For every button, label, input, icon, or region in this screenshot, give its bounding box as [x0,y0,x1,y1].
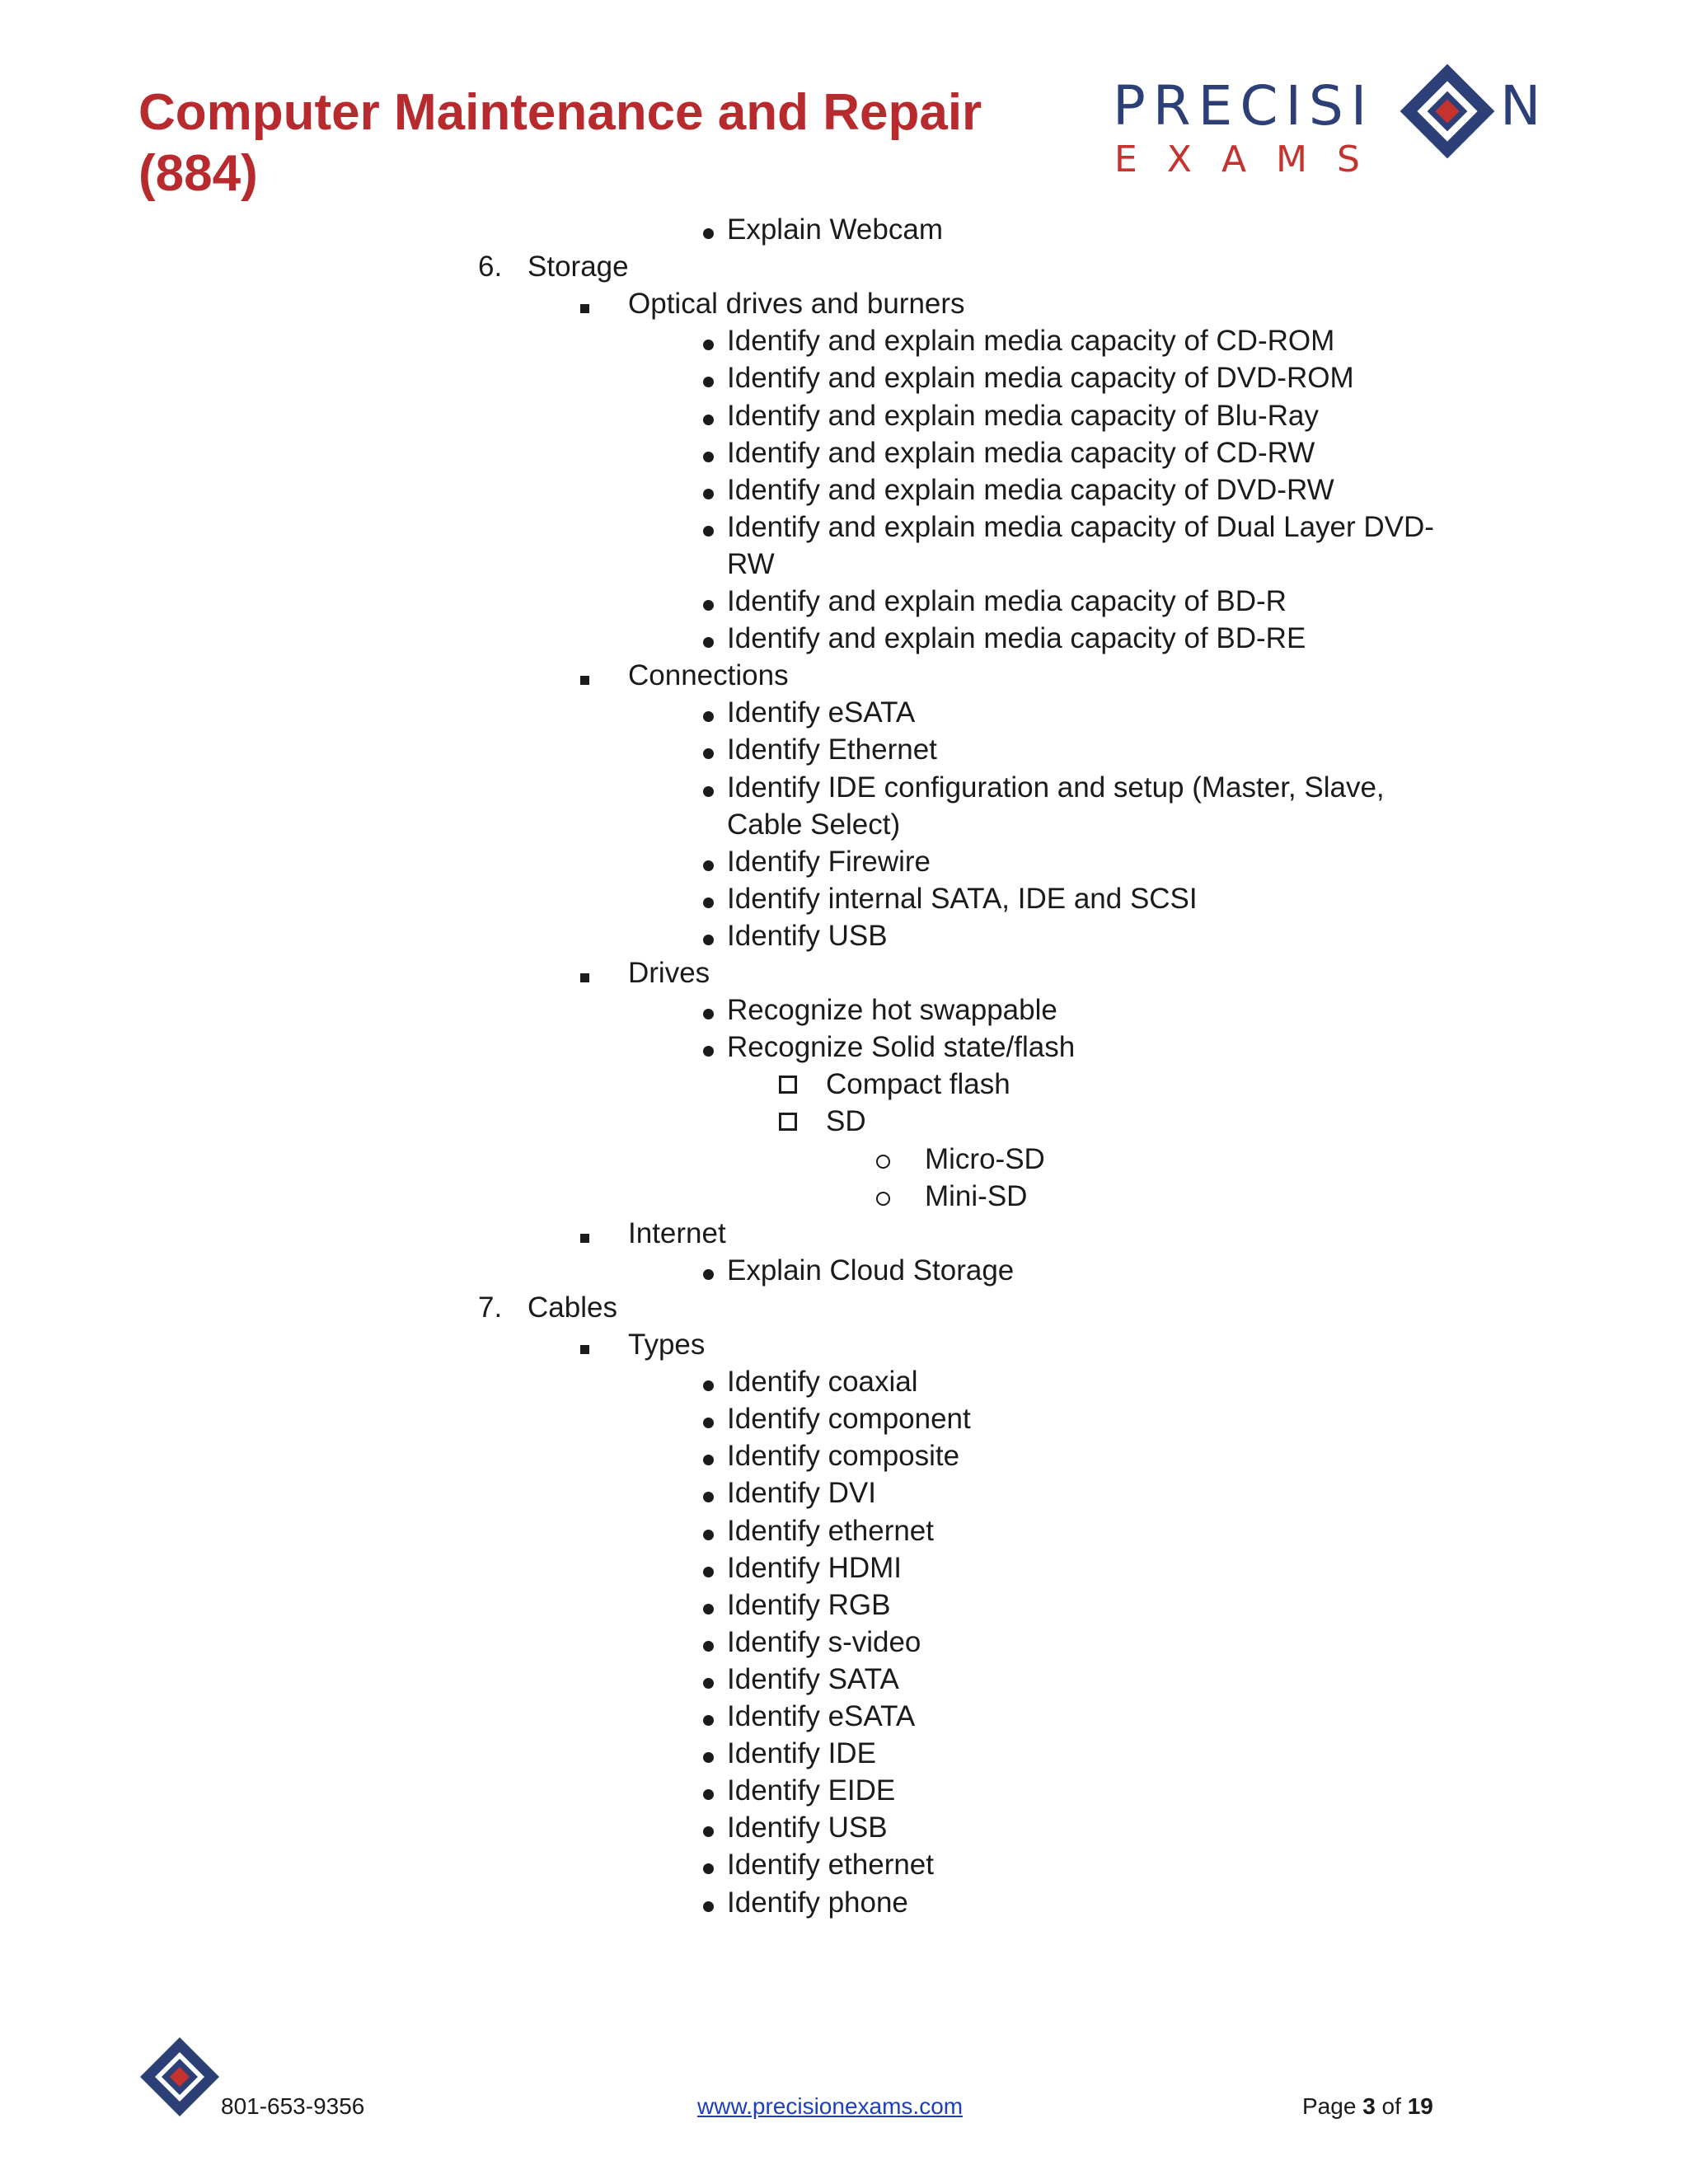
outline-text: Cable Select) [727,808,901,841]
dot-bullet-icon [703,584,714,619]
dot-bullet-icon [703,845,714,879]
dot-bullet-icon [703,361,714,396]
outline-text: Identify RGB [727,1589,891,1621]
outline-text: Identify ethernet [727,1849,934,1881]
outline-text: Cables [528,1291,617,1324]
dot-bullet-icon [703,324,714,359]
square-bullet-icon [580,956,589,991]
footer-phone: 801-653-9356 [221,2093,365,2119]
outline-text: Identify and explain media capacity of CD-RW [727,437,1315,469]
outline-text: Identify and explain media capacity of Blu-Ray [727,400,1319,432]
dot-bullet-icon [703,919,714,954]
dot-bullet-icon [703,882,714,916]
dot-bullet-icon [703,1402,714,1436]
dot-bullet-icon [703,473,714,508]
logo-wordmark-right: N [1500,74,1549,138]
dot-bullet-icon [703,1774,714,1808]
outline-text: RW [727,548,775,580]
logo-wordmark-left: PRECISI [1113,74,1375,138]
outline-text: Identify and explain media capacity of DVD-RW [727,474,1334,506]
square-bullet-icon [580,1328,589,1362]
outline-text: Identify Firewire [727,846,931,878]
box-bullet-icon [779,1104,797,1139]
dot-bullet-icon [703,1811,714,1845]
outline-text: Identify IDE configuration and setup (Master, Slave, [727,771,1385,804]
dot-bullet-icon [703,1514,714,1549]
page-current: 3 [1362,2093,1376,2119]
outline-text: SD [826,1105,866,1137]
dot-bullet-icon [703,1848,714,1882]
outline-text: Identify and explain media capacity of BD-R [727,585,1287,617]
outline-text: Explain Cloud Storage [727,1254,1015,1286]
outline-text: Identify USB [727,1811,888,1844]
dot-bullet-icon [703,1551,714,1586]
outline-text: Identify SATA [727,1663,899,1695]
footer-diamond-icon [138,2036,221,2118]
dot-bullet-icon [703,1254,714,1288]
box-bullet-icon [779,1067,797,1102]
dot-bullet-icon [703,1886,714,1920]
outline-text: Identify Ethernet [727,733,937,766]
outline-text: Identify internal SATA, IDE and SCSI [727,883,1198,915]
outline-text: Internet [628,1217,726,1249]
page-label: Page [1302,2093,1357,2119]
dot-bullet-icon [703,993,714,1028]
outline-text: Identify and explain media capacity of DVD-ROM [727,362,1354,394]
dot-bullet-icon [703,1476,714,1511]
outline-text: Identify composite [727,1440,960,1472]
outline-text: Storage [528,251,629,283]
square-bullet-icon [580,1216,589,1251]
outline-number: 7. [478,1291,503,1324]
outline-text: Types [628,1329,706,1361]
dot-bullet-icon [703,621,714,656]
page-of-label: of [1381,2093,1401,2119]
outline-text: Micro-SD [925,1143,1045,1175]
logo-wordmark [1113,74,1549,138]
outline-text: Optical drives and burners [628,288,965,320]
logo-subtitle: EXAMS [1114,138,1390,180]
outline-text: Compact flash [826,1068,1010,1100]
dot-bullet-icon [703,696,714,730]
dot-bullet-icon [703,771,714,805]
outline-text: Mini-SD [925,1180,1028,1212]
outline-text: Identify IDE [727,1737,876,1769]
dot-bullet-icon [703,399,714,434]
outline-text: Identify DVI [727,1477,876,1509]
outline-text: Identify phone [727,1886,908,1919]
dot-bullet-icon [703,733,714,767]
outline-number: 6. [478,251,503,283]
ring-bullet-icon [876,1179,890,1214]
outline-text: Recognize hot swappable [727,994,1057,1026]
dot-bullet-icon [703,1699,714,1734]
outline-text: Connections [628,659,789,691]
outline-text: Identify and explain media capacity of CD-ROM [727,325,1335,357]
outline-text: Identify and explain media capacity of BD-RE [727,622,1306,654]
footer-website-link[interactable]: www.precisionexams.com [697,2093,964,2119]
dot-bullet-icon [703,213,714,247]
outline-text: Identify eSATA [727,696,916,729]
dot-bullet-icon [703,510,714,545]
diamond-logo-icon [1397,61,1498,162]
dot-bullet-icon [703,1736,714,1771]
outline-text: Identify eSATA [727,1700,916,1732]
outline-text: Recognize Solid state/flash [727,1031,1076,1063]
document-title: Computer Maintenance and Repair (884) [138,84,982,202]
outline-text: Identify s-video [727,1626,921,1658]
square-bullet-icon [580,287,589,321]
dot-bullet-icon [703,436,714,471]
dot-bullet-icon [703,1030,714,1065]
dot-bullet-icon [703,1662,714,1697]
outline-text: Identify ethernet [727,1515,934,1547]
outline-text: Identify component [727,1403,971,1435]
dot-bullet-icon [703,1365,714,1399]
dot-bullet-icon [703,1625,714,1660]
page-total: 19 [1407,2093,1433,2119]
outline-text: Explain Webcam [727,213,943,246]
outline-text: Identify EIDE [727,1774,896,1807]
dot-bullet-icon [703,1588,714,1623]
outline-text: Identify HDMI [727,1552,902,1584]
outline-text: Identify and explain media capacity of Dual Layer DVD- [727,511,1434,543]
page-number [1302,2092,1433,2121]
outline-text: Identify coaxial [727,1366,918,1398]
dot-bullet-icon [703,1439,714,1474]
outline-text: Identify USB [727,920,888,952]
square-bullet-icon [580,658,589,693]
outline-text: Drives [628,957,710,989]
ring-bullet-icon [876,1142,890,1177]
precision-exams-logo [1113,56,1558,188]
